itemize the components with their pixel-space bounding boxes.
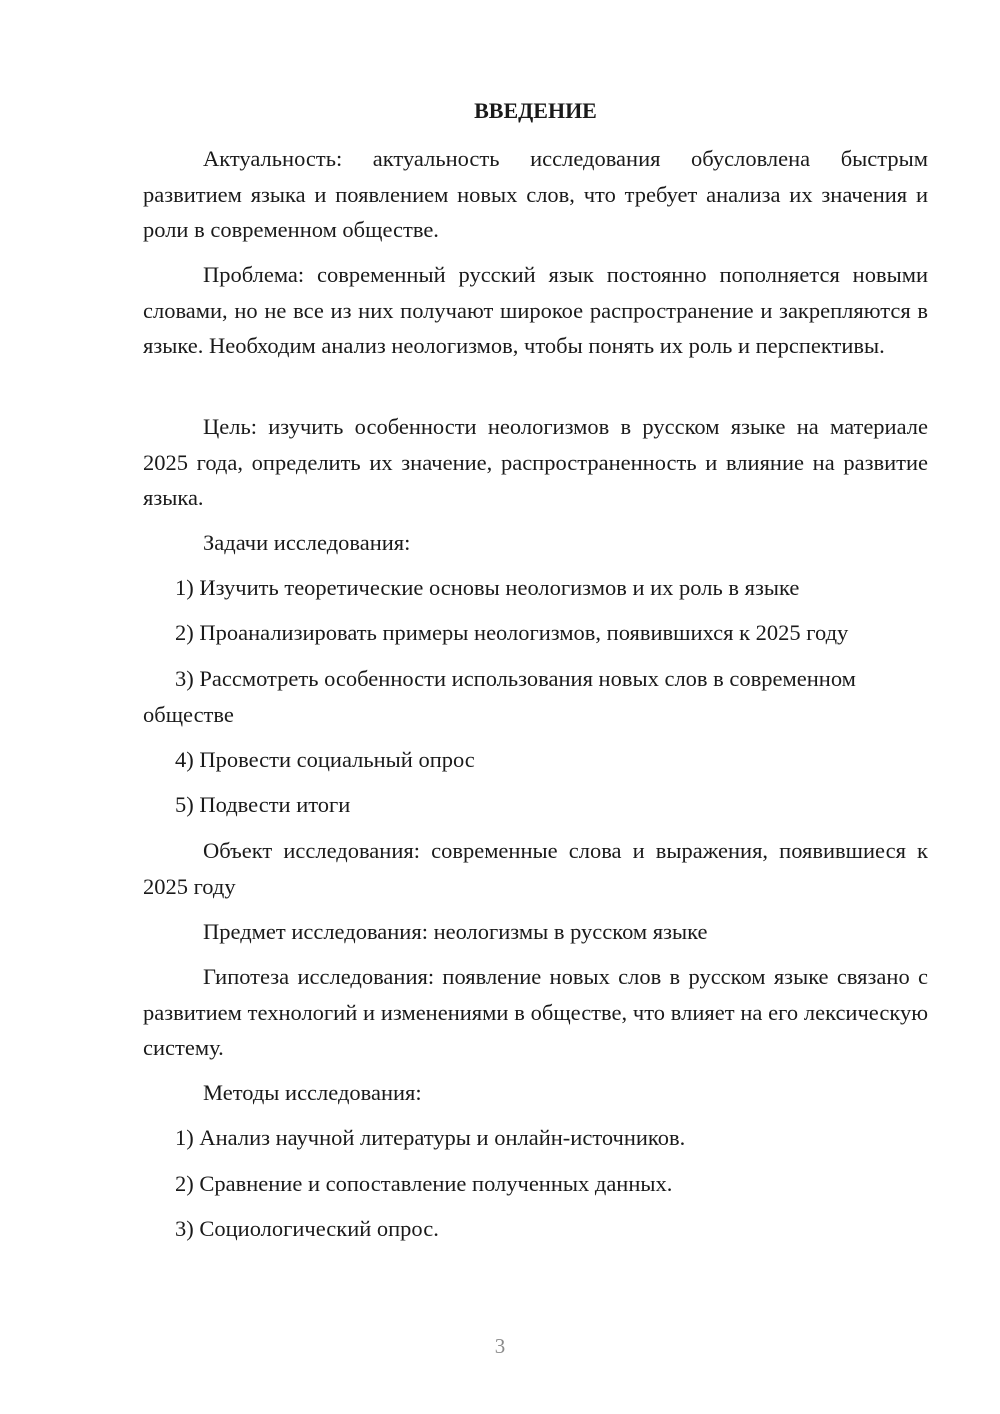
object-paragraph: Объект исследования: современные слова и выражения, появившиеся к 2025 году (143, 838, 928, 899)
goal-paragraph: Цель: изучить особенности неологизмов в русском языке на материале 2025 года, определить их значение, распространенность и влияние на развитие языка. (143, 414, 928, 510)
task-item: 5) Подвести итоги (175, 792, 351, 817)
hypothesis-paragraph: Гипотеза исследования: появление новых слов в русском языке связано с развитием технологий и изменениями в обществе, что влияет на его лексическую систему. (143, 964, 928, 1060)
task-item: 4) Провести социальный опрос (175, 747, 475, 772)
task-item: 2) Проанализировать примеры неологизмов, появившихся к 2025 году (175, 620, 849, 645)
methods-heading: Методы исследования: (203, 1080, 422, 1105)
method-item: 1) Анализ научной литературы и онлайн-источников. (175, 1125, 686, 1150)
tasks-heading: Задачи исследования: (203, 530, 411, 555)
problem-paragraph: Проблема: современный русский язык постоянно пополняется новыми словами, но не все из них получают широкое распространение и закрепляются в языке. Необходим анализ неологизмов, чтобы понять их роль и перспективы. (143, 262, 928, 358)
task-item: 3) Рассмотреть особенности использования новых слов в современном обществе (143, 666, 856, 727)
method-item: 3) Социологический опрос. (175, 1216, 439, 1241)
actuality-paragraph: Актуальность: актуальность исследования обусловлена быстрым развитием языка и появлением новых слов, что требует анализа их значения и роли в современном обществе. (143, 146, 928, 242)
page-number: 3 (494, 1334, 506, 1358)
task-item: 1) Изучить теоретические основы неологизмов и их роль в языке (175, 575, 800, 600)
method-item: 2) Сравнение и сопоставление полученных данных. (175, 1171, 673, 1196)
subject-paragraph: Предмет исследования: неологизмы в русском языке (203, 919, 708, 944)
section-title: ВВЕДЕНИЕ (474, 98, 597, 123)
